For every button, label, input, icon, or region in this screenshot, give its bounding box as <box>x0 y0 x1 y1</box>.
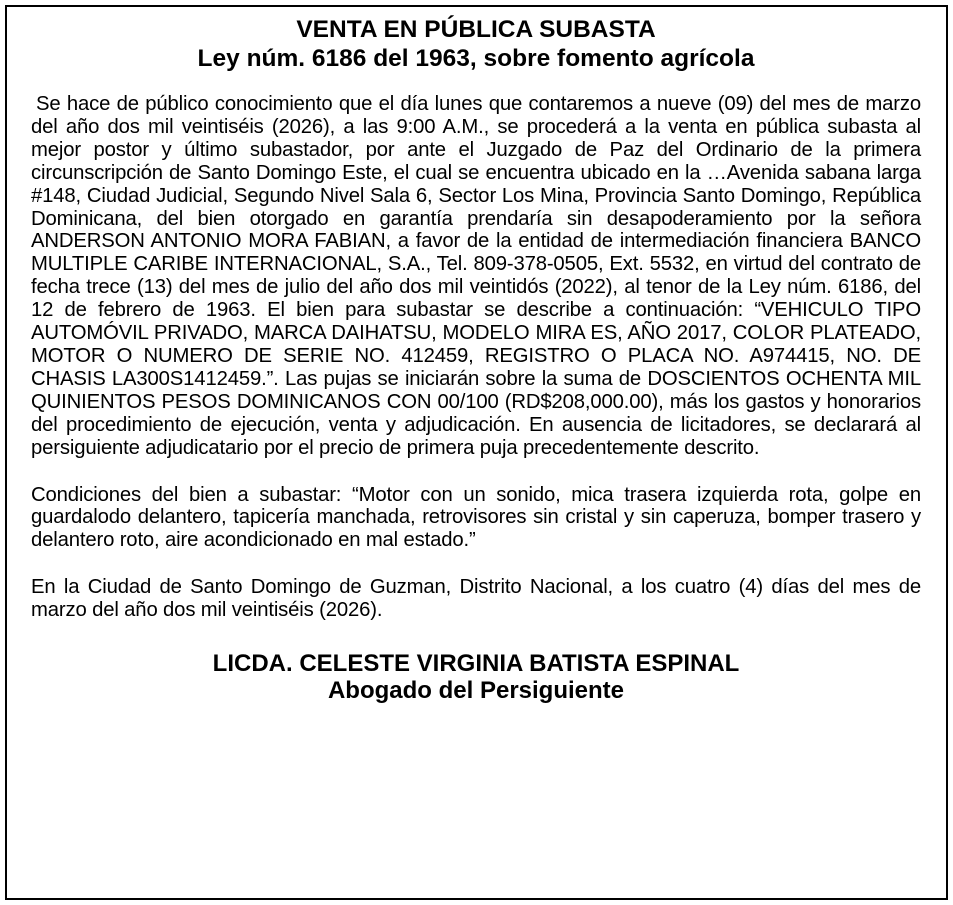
notice-header <box>31 15 921 73</box>
auction-notice <box>5 5 948 900</box>
signature-block <box>31 650 921 704</box>
notice-subtitle: Ley núm. 6186 del 1963, sobre fomento agrícola <box>197 45 755 72</box>
notice-title: VENTA EN PÚBLICA SUBASTA <box>296 16 656 43</box>
auction-details-paragraph: Se hace de público conocimiento que el día lunes que contaremos a nueve (09) del mes de marzo del año dos mil veintiséis (2026), a las 9:00 A.M., se procederá a la venta en pública subasta al mejor postor y último subastador, por ante el Juzgado de Paz del Ordinario de la primera circunscripción de Santo Domingo Este, el cual se encuentra ubicado en la …Avenida sabana larga #148, Ciudad Judicial, Segundo Nivel Sala 6, Sector Los Mina, Provincia Santo Domingo, República Dominicana, del bien otorgado en garantía prendaría sin desapoderamiento por la señora ANDERSON ANTONIO MORA FABIAN, a favor de la entidad de intermediación financiera BANCO MULTIPLE CARIBE INTERNACIONAL, S.A., Tel. 809-378-0505, Ext. 5532, en virtud del contrato de fecha trece (13) del mes de julio del año dos mil veintidós (2022), al tenor de la Ley núm. 6186, del 12 de febrero de 1963. El bien para subastar se describe a continuación: “VEHICULO TIPO AUTOMÓVIL PRIVADO, MARCA DAIHATSU, MODELO MIRA ES, AÑO 2017, COLOR PLATEADO, MOTOR O NUMERO DE SERIE NO. 412459, REGISTRO O PLACA NO. A974415, NO. DE CHASIS LA300S1412459.”. Las pujas se iniciarán sobre la suma de DOSCIENTOS OCHENTA MIL QUINIENTOS PESOS DOMINICANOS CON 00/100 (RD$208,000.00), más los gastos y honorarios del procedimiento de ejecución, venta y adjudicación. En ausencia de licitadores, se declarará al persiguiente adjudicatario por el precio de primera puja precedentemente descrito. <box>31 93 921 459</box>
signatory-role: Abogado del Persiguiente <box>327 677 625 705</box>
signatory-name: LICDA. CELESTE VIRGINIA BATISTA ESPINAL <box>212 650 740 678</box>
asset-conditions-paragraph: Condiciones del bien a subastar: “Motor con un sonido, mica trasera izquierda rota, golpe en guardalodo delantero, tapicería manchada, retrovisores sin cristal y sin caperuza, bomper trasero y delantero roto, aire acondicionado en mal estado.” <box>31 483 921 552</box>
place-date-paragraph: En la Ciudad de Santo Domingo de Guzman, Distrito Nacional, a los cuatro (4) días del mes de marzo del año dos mil veintiséis (2026). <box>31 576 921 622</box>
